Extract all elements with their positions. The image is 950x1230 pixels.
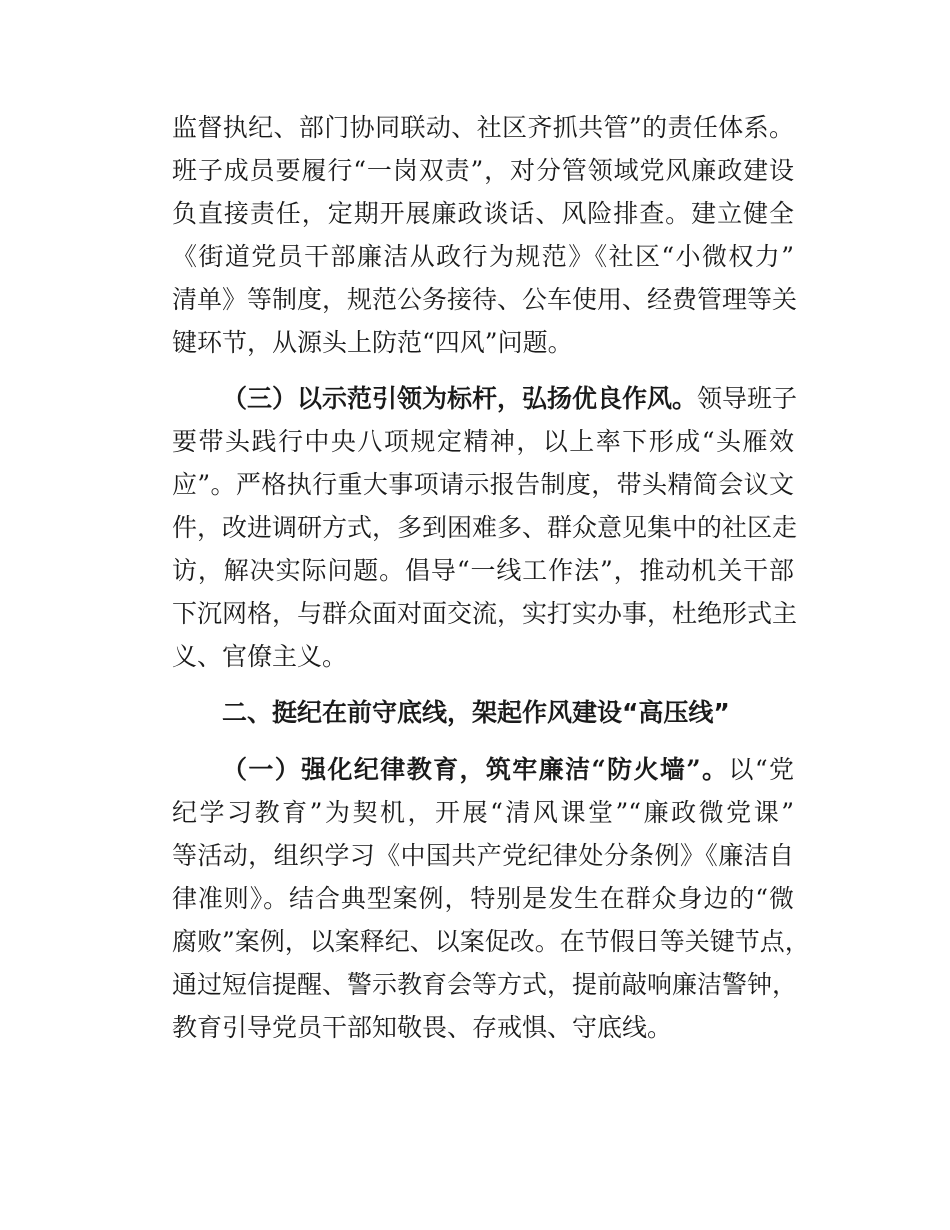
paragraph-3-first-line-rest: 以“党 <box>728 755 795 784</box>
paragraph-1-line-1: 监督执纪、部门协同联动、社区齐抓共管”的责任体系。 <box>172 113 794 142</box>
paragraph-1-line-5: 清单》等制度，规范公务接待、公车使用、经费管理等关 <box>172 285 798 314</box>
paragraph-1-line-3: 负直接责任，定期开展廉政谈话、风险排查。建立健全 <box>172 199 794 228</box>
paragraph-3-line-6: 通过短信提醒、警示教育会等方式，提前敲响廉洁警钟， <box>172 970 798 999</box>
paragraph-2-line-5: 访，解决实际问题。倡导“一线工作法”，推动机关干部 <box>172 556 794 585</box>
paragraph-3-line-2: 纪学习教育”为契机，开展“清风课堂”“廉政微党课” <box>172 798 794 827</box>
paragraph-2-first-line-rest: 领导班子 <box>697 384 798 413</box>
paragraph-1-line-2: 班子成员要履行“一岗双责”，对分管领域党风廉政建设 <box>172 156 794 185</box>
paragraph-3-line-4: 律准则》。结合典型案例，特别是发生在群众身边的“微 <box>172 884 794 913</box>
paragraph-1-line-4: 《街道党员干部廉洁从政行为规范》《社区“小微权力” <box>172 242 794 271</box>
paragraph-2-line-7: 义、官僚主义。 <box>172 642 348 671</box>
paragraph-3-bold-lead: （一）强化纪律教育，筑牢廉洁“防火墙”。 <box>222 755 729 784</box>
paragraph-2-line-6: 下沉网格，与群众面对面交流，实打实办事，杜绝形式主 <box>172 599 798 628</box>
section-heading-2: 二、挺纪在前守底线，架起作风建设“高压线” <box>222 698 730 727</box>
paragraph-2-bold-lead: （三）以示范引领为标杆，弘扬优良作风。 <box>222 384 698 413</box>
paragraph-3-line-1 <box>222 755 794 785</box>
paragraph-2-line-1 <box>222 384 798 414</box>
paragraph-3-line-7: 教育引导党员干部知敬畏、存戒惧、守底线。 <box>172 1013 673 1042</box>
paragraph-3-line-5: 腐败”案例，以案释纪、以案促改。在节假日等关键节点， <box>172 927 810 956</box>
paragraph-3-line-3: 等活动，组织学习《中国共产党纪律处分条例》《廉洁自 <box>172 841 794 870</box>
paragraph-2-line-4: 件，改进调研方式，多到困难多、群众意见集中的社区走 <box>172 513 798 542</box>
paragraph-1-line-6: 键环节，从源头上防范“四风”问题。 <box>172 328 573 357</box>
paragraph-2-line-2: 要带头践行中央八项规定精神，以上率下形成“头雁效 <box>172 427 794 456</box>
paragraph-2-line-3: 应”。严格执行重大事项请示报告制度，带头精简会议文 <box>172 470 794 499</box>
